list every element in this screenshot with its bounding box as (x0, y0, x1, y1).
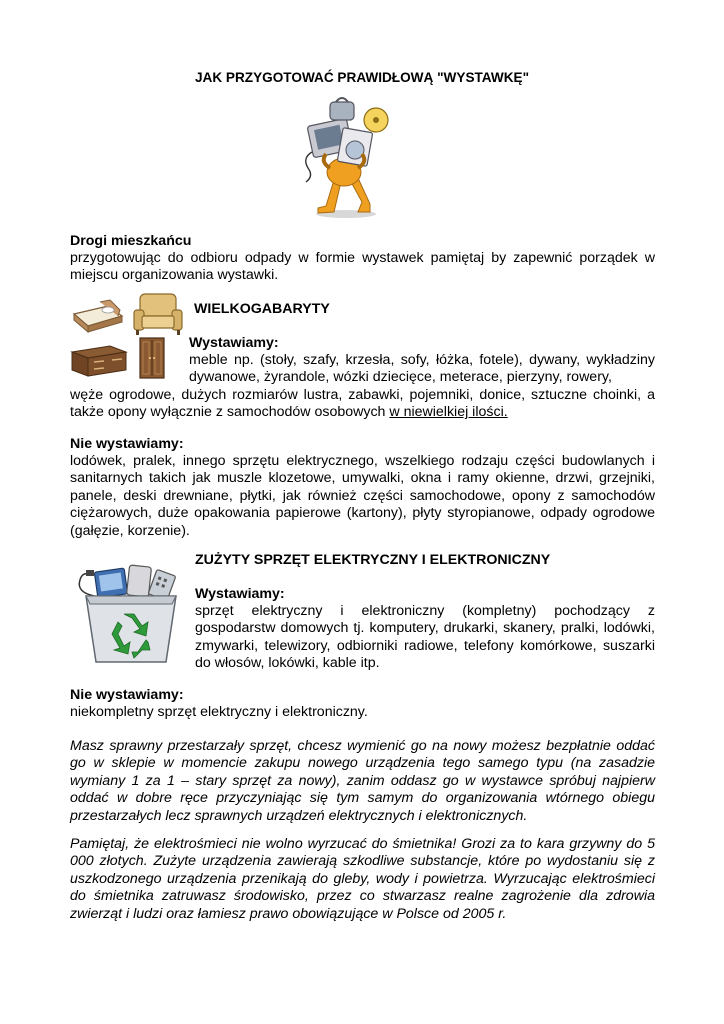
intro-text: przygotowując do odbioru odpady w formie wystawek pamiętaj by zapewnić porządek w miejscu organizowania wystawki. (70, 250, 655, 284)
person-carrying-electronics-icon (296, 96, 396, 220)
bulky-allowed-text-2-main: węże ogrodowe, dużych rozmiarów lustra, zabawki, pojemniki, donice, sztuczne choinki, a także opony wyłącznie z samochodów osobowych (70, 387, 655, 421)
bulky-allowed-text-1: meble np. (stoły, szafy, krzesła, sofy, łóżka, fotele), dywany, wykładziny dywanowe, żyrandole, wózki dziecięce, meterace, pierzyny, rowery, (189, 352, 655, 386)
page-title: JAK PRZYGOTOWAĆ PRAWIDŁOWĄ "WYSTAWKĘ" (194, 70, 530, 85)
armchair-icon (130, 292, 186, 336)
bulky-allowed-text-2 (70, 387, 655, 422)
electro-not-allowed-text: niekompletny sprzęt elektryczny i elektroniczny. (70, 704, 368, 720)
wardrobe-icon (138, 336, 166, 380)
electro-heading: ZUŻYTY SPRZĘT ELEKTRYCZNY I ELEKTRONICZNY (195, 552, 551, 568)
bulky-not-allowed-heading: Nie wystawiamy: (70, 436, 184, 452)
bulky-heading: WIELKOGABARYTY (194, 301, 330, 317)
bulky-allowed-heading: Wystawiamy: (189, 335, 279, 351)
electro-not-allowed-heading: Nie wystawiamy: (70, 687, 184, 703)
electro-allowed-heading: Wystawiamy: (195, 586, 285, 602)
note-paragraph-2: Pamiętaj, że elektrośmieci nie wolno wyrzucać do śmietnika! Grozi za to kara grzywny do 5 000 złotych. Zużyte urządzenia zawierają szkodliwe substancje, które po wydostaniu się z uszkodzonego urządzenia przenikają do gleby, wody i powietrza. Wyrzucając elektrośmieci do śmietnika zatruwasz środowisko, przez co stwarzasz realne zagrożenie dla zdrowia zwierząt i ludzi oraz łamiesz prawo obowiązujące w Polsce od 2005 r. (70, 836, 655, 922)
intro-heading: Drogi mieszkańcu (70, 233, 192, 249)
recycle-bin-electronics-icon (72, 562, 190, 666)
note-paragraph-1: Masz sprawny przestarzały sprzęt, chcesz wymienić go na nowy możesz bezpłatnie oddać go w sklepie w momencie zakupu nowego urządzenia tego samego typu (na zasadzie wymiany 1 za 1 – stary sprzęt za nowy), zanim oddasz go w wystawce spróbuj najpierw oddać w dobre ręce przyczyniając się tym samym do organizowania wtórnego obiegu przestarzałych lecz sprawnych urządzeń elektrycznych i elektronicznych. (70, 738, 655, 824)
bed-icon (70, 296, 124, 334)
bulky-not-allowed-text: lodówek, pralek, innego sprzętu elektrycznego, wszelkiego rodzaju części budowlanych i sanitarnych takich jak muszle klozetowe, umywalki, okna i ramy okienne, drzwi, grzejniki, panele, deski drewniane, płytki, jak również części samochodowe, opony z samochodów ciężarowych, duże opakowania papierowe (kartony), płyty styropianowe, odpady ogrodowe (gałęzie, korzenie). (70, 453, 655, 539)
bulky-allowed-underlined: w niewielkiej ilości. (389, 404, 508, 421)
electro-allowed-text: sprzęt elektryczny i elektroniczny (kompletny) pochodzący z gospodarstw domowych tj. komputery, drukarki, skanery, pralki, lodówki, zmywarki, telewizory, odbiorniki radiowe, telefony komórkowe, suszarki do włosów, lokówki, kable itp. (195, 603, 655, 672)
desk-icon (70, 342, 128, 378)
